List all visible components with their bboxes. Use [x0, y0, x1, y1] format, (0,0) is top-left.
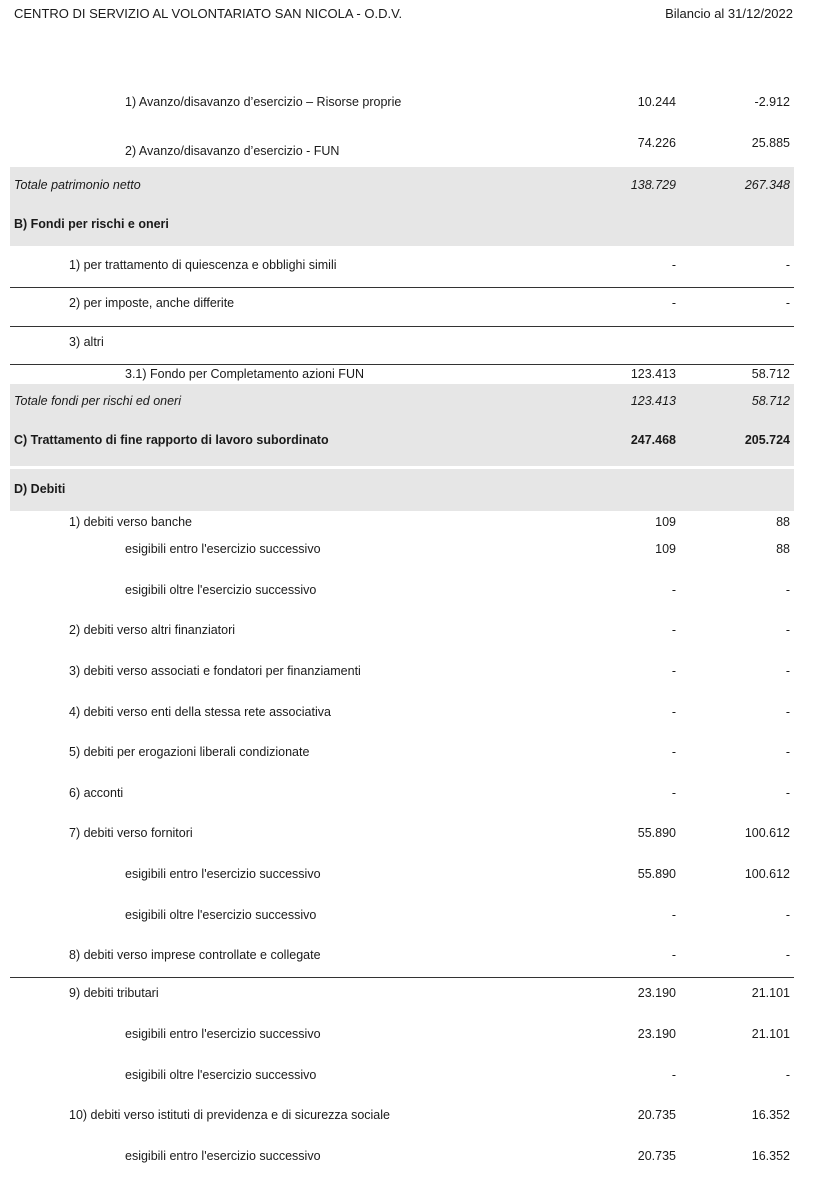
row-label: 3) debiti verso associati e fondatori per finanziamenti [69, 664, 361, 678]
row-label: esigibili entro l'esercizio successivo [125, 1027, 321, 1041]
row-label: esigibili entro l'esercizio successivo [125, 867, 321, 881]
value-2022: - [671, 296, 676, 310]
value-2021: 205.724 [744, 433, 790, 447]
divider [10, 977, 794, 978]
divider [10, 326, 794, 327]
value-2021: 88 [776, 542, 790, 556]
value-2021: - [785, 1068, 790, 1082]
value-2021: - [785, 258, 790, 272]
divider [10, 287, 794, 288]
value-2022: 247.468 [630, 433, 676, 447]
value-2021: 58.712 [751, 367, 790, 381]
value-2022: 10.244 [637, 95, 676, 109]
row-label: 1) Avanzo/disavanzo d’esercizio – Risorse proprie [125, 95, 402, 109]
row-label: 3.1) Fondo per Completamento azioni FUN [125, 367, 365, 381]
value-2022: 74.226 [637, 136, 676, 150]
value-2021: - [785, 705, 790, 719]
value-2021: - [785, 664, 790, 678]
value-2022: - [671, 786, 676, 800]
row-label: esigibili oltre l'esercizio successivo [125, 908, 317, 922]
value-2021: 21.101 [751, 986, 790, 1000]
value-2022: - [671, 623, 676, 637]
value-2022: 123.413 [630, 367, 676, 381]
row-label: 8) debiti verso imprese controllate e collegate [69, 948, 321, 962]
row-label: 1) per trattamento di quiescenza e obblighi simili [69, 258, 337, 272]
row-label: D) Debiti [14, 482, 66, 496]
value-2021: 100.612 [744, 867, 790, 881]
value-2022: 20.735 [637, 1108, 676, 1122]
value-2021: - [785, 745, 790, 759]
organization-name: CENTRO DI SERVIZIO AL VOLONTARIATO SAN NICOLA - O.D.V. [14, 6, 403, 21]
value-2021: 58.712 [751, 394, 790, 408]
value-2022: 109 [655, 515, 676, 529]
value-2022: - [671, 1068, 676, 1082]
row-label: B) Fondi per rischi e oneri [14, 217, 169, 231]
row-label: esigibili entro l'esercizio successivo [125, 542, 321, 556]
row-label: 4) debiti verso enti della stessa rete associativa [69, 705, 331, 719]
value-2021: 16.352 [751, 1108, 790, 1122]
value-2021: 88 [776, 515, 790, 529]
value-2022: 55.890 [637, 867, 676, 881]
row-label: 3) altri [69, 335, 104, 349]
value-2021: - [785, 948, 790, 962]
row-label: esigibili oltre l'esercizio successivo [125, 583, 317, 597]
row-label: esigibili oltre l'esercizio successivo [125, 1068, 317, 1082]
value-2022: - [671, 705, 676, 719]
balance-date: Bilancio al 31/12/2022 [665, 6, 793, 21]
value-2022: 55.890 [637, 826, 676, 840]
value-2022: - [671, 908, 676, 922]
value-2021: - [785, 296, 790, 310]
value-2022: 23.190 [637, 986, 676, 1000]
divider [10, 364, 794, 365]
row-label: esigibili entro l'esercizio successivo [125, 1149, 321, 1163]
row-label: 9) debiti tributari [69, 986, 159, 1000]
value-2022: - [671, 258, 676, 272]
row-label: 2) Avanzo/disavanzo d’esercizio - FUN [125, 144, 340, 158]
value-2022: - [671, 948, 676, 962]
value-2022: 123.413 [630, 394, 676, 408]
row-label: 2) debiti verso altri finanziatori [69, 623, 236, 637]
value-2021: 25.885 [751, 136, 790, 150]
value-2022: 138.729 [630, 178, 676, 192]
band-section-d [10, 469, 794, 511]
value-2021: - [785, 623, 790, 637]
value-2022: 23.190 [637, 1027, 676, 1041]
value-2021: - [785, 786, 790, 800]
value-2022: 109 [655, 542, 676, 556]
row-label: 5) debiti per erogazioni liberali condizionate [69, 745, 310, 759]
value-2021: 100.612 [744, 826, 790, 840]
value-2021: - [785, 908, 790, 922]
row-label: 2) per imposte, anche differite [69, 296, 235, 310]
row-label: C) Trattamento di fine rapporto di lavoro subordinato [14, 433, 329, 447]
row-label: 1) debiti verso banche [69, 515, 192, 529]
value-2021: 16.352 [751, 1149, 790, 1163]
value-2021: - [785, 583, 790, 597]
value-2021: 267.348 [744, 178, 790, 192]
row-label: 10) debiti verso istituti di previdenza e di sicurezza sociale [69, 1108, 390, 1122]
row-label: Totale fondi per rischi ed oneri [14, 394, 181, 408]
value-2021: 21.101 [751, 1027, 790, 1041]
row-label: Totale patrimonio netto [14, 178, 141, 192]
value-2022: - [671, 583, 676, 597]
value-2021: -2.912 [754, 95, 790, 109]
row-label: 7) debiti verso fornitori [69, 826, 193, 840]
row-label: 6) acconti [69, 786, 124, 800]
value-2022: 20.735 [637, 1149, 676, 1163]
value-2022: - [671, 664, 676, 678]
value-2022: - [671, 745, 676, 759]
